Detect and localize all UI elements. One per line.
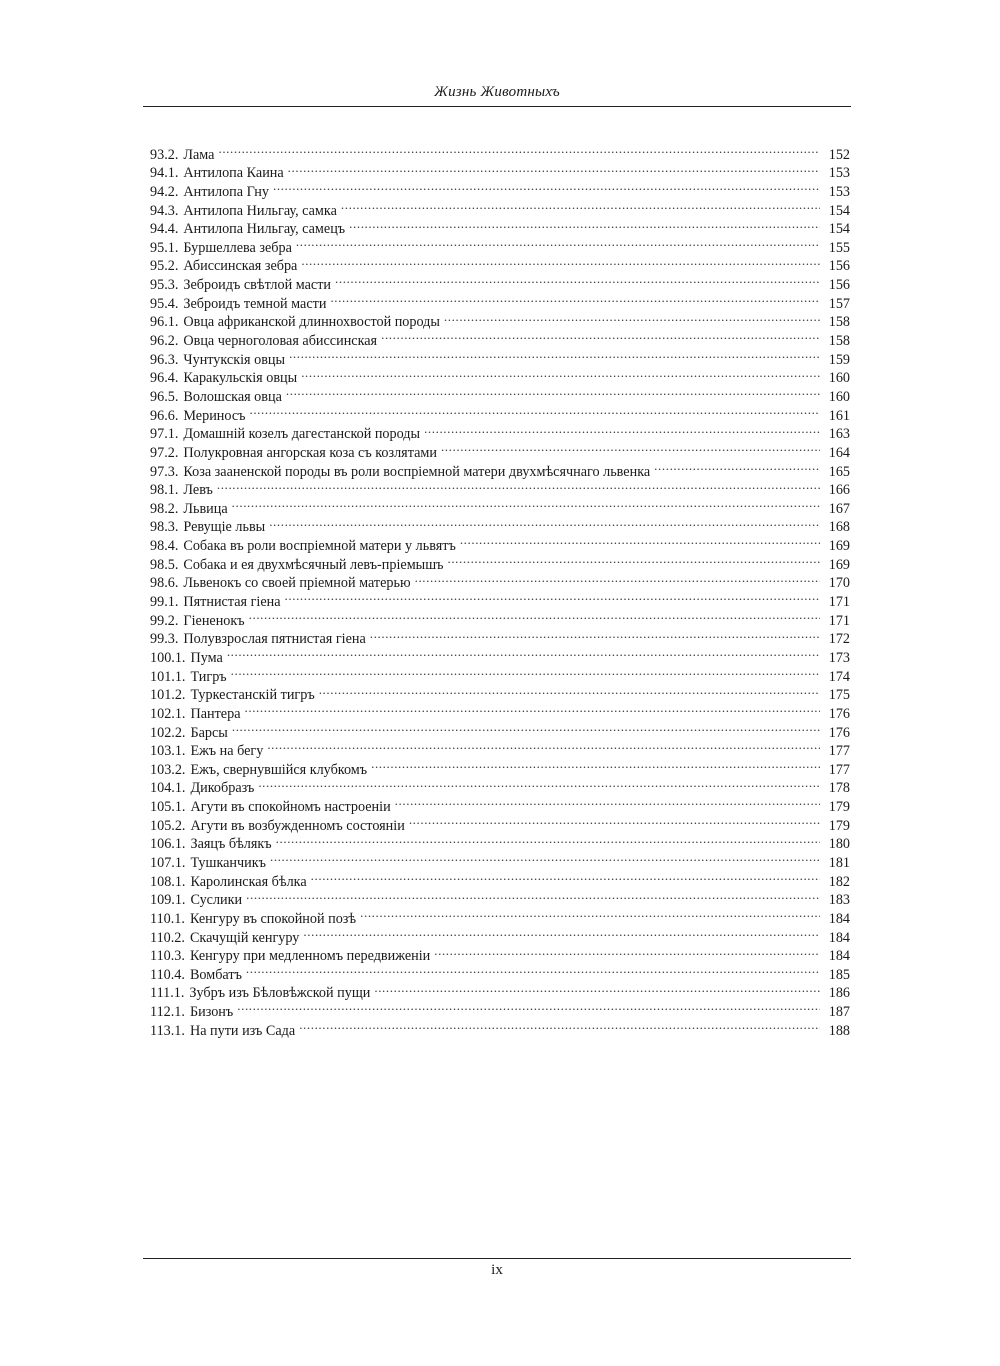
toc-entry-page: 167 (828, 500, 850, 517)
header-rule (143, 106, 851, 107)
toc-entry-title: Вомбатъ (189, 966, 242, 983)
toc-entry-number: 98.4. (150, 538, 179, 555)
toc-entry-title: Тигръ (190, 668, 227, 685)
dot-leader (301, 364, 820, 383)
toc-entry-number: 95.2. (150, 258, 179, 275)
toc-entry-page: 171 (828, 612, 850, 629)
dot-leader (249, 401, 820, 420)
toc-entry-number: 95.1. (150, 239, 179, 256)
toc-entry-number: 103.2. (150, 761, 186, 778)
dot-leader (434, 942, 820, 961)
dot-leader (276, 830, 820, 849)
toc-entry-page: 177 (828, 743, 850, 760)
toc-entry-number: 97.3. (150, 463, 179, 480)
toc-entry-page: 184 (828, 929, 850, 946)
toc-entry (150, 904, 850, 927)
toc-entry-page: 173 (828, 649, 850, 666)
dot-leader (270, 848, 820, 867)
toc-entry (150, 494, 850, 517)
toc-entry-page: 153 (828, 165, 850, 182)
dot-leader (232, 494, 820, 513)
toc-entry-number: 98.5. (150, 556, 179, 573)
dot-leader (246, 886, 820, 905)
toc-entry-page: 154 (828, 221, 850, 238)
toc-entry-number: 113.1. (150, 1022, 185, 1039)
page-number: ix (491, 1262, 503, 1278)
toc-entry-title: Пума (190, 649, 223, 666)
dot-leader (360, 904, 820, 923)
toc-entry-title: Коза зааненской породы въ роли воспріемной матери двухмѣсячнаго львенка (183, 463, 651, 480)
toc-entry-page: 187 (828, 1004, 850, 1021)
dot-leader (217, 476, 820, 495)
toc-entry-title: Волошская овца (183, 388, 282, 405)
dot-leader (227, 643, 820, 662)
dot-leader (232, 718, 820, 737)
toc-entry-title: Львенокъ со своей пріемной матерью (183, 575, 411, 592)
toc-entry-page: 156 (828, 258, 850, 275)
dot-leader (370, 625, 820, 644)
toc-entry-number: 93.2. (150, 146, 179, 163)
toc-entry (150, 140, 850, 163)
toc-entry-number: 98.6. (150, 575, 179, 592)
dot-leader (288, 159, 820, 178)
toc-entry-page: 157 (828, 295, 850, 312)
toc-entry-title: Каролинская бѣлка (190, 873, 307, 890)
dot-leader (237, 997, 820, 1016)
toc-entry-number: 110.1. (150, 910, 185, 927)
toc-entry-page: 158 (828, 333, 850, 350)
toc-entry-number: 105.1. (150, 799, 186, 816)
toc-entry-title: Буршеллева зебра (183, 239, 292, 256)
toc-entry-number: 98.1. (150, 482, 179, 499)
dot-leader (381, 326, 820, 345)
toc-entry-number: 96.2. (150, 333, 179, 350)
toc-entry-title: Собака и ея двухмѣсячный левъ-пріемышъ (183, 556, 444, 573)
toc-entry-title: Кенгуру при медленномъ передвиженіи (189, 948, 431, 965)
toc-entry-title: Собака въ роли воспріемной матери у львятъ (183, 538, 456, 555)
toc-entry-page: 181 (828, 854, 850, 871)
toc-entry-number: 95.4. (150, 295, 179, 312)
dot-leader (285, 587, 820, 606)
toc-entry-page: 152 (828, 146, 850, 163)
toc-entry-title: Заяцъ бѣлякъ (190, 836, 272, 853)
dot-leader (374, 979, 820, 998)
toc-entry-number: 106.1. (150, 836, 186, 853)
toc-entry-page: 185 (828, 966, 850, 983)
toc-entry-number: 96.3. (150, 351, 179, 368)
toc-entry-number: 112.1. (150, 1004, 185, 1021)
toc-entry-number: 94.3. (150, 202, 179, 219)
dot-leader (249, 606, 820, 625)
toc-entry (150, 662, 850, 685)
toc-entry-title: Скачущій кенгуру (189, 929, 300, 946)
dot-leader (395, 792, 820, 811)
dot-leader (231, 662, 820, 681)
toc-entry-title: Пятнистая гіена (183, 594, 281, 611)
toc-entry-page: 160 (828, 388, 850, 405)
dot-leader (424, 420, 820, 439)
toc-entry-page: 184 (828, 910, 850, 927)
dot-leader (286, 382, 820, 401)
toc-entry-title: Бизонъ (189, 1004, 234, 1021)
toc-entry-title: Полувзрослая пятнистая гіена (183, 631, 366, 648)
toc-entry-number: 105.2. (150, 817, 186, 834)
toc-entry-page: 163 (828, 426, 850, 443)
toc-entry-number: 94.1. (150, 165, 179, 182)
toc-entry-title: Зеброидъ свѣтлой масти (183, 277, 332, 294)
dot-leader (341, 196, 820, 215)
toc-entry-number: 104.1. (150, 780, 186, 797)
toc-entry-title: Львица (183, 500, 228, 517)
toc-entry-number: 97.1. (150, 426, 179, 443)
toc-entry-number: 98.3. (150, 519, 179, 536)
dot-leader (245, 699, 821, 718)
toc-entry-number: 109.1. (150, 892, 186, 909)
toc-entry-page: 178 (828, 780, 850, 797)
dot-leader (301, 252, 820, 271)
toc-entry-page: 179 (828, 817, 850, 834)
footer-rule (143, 1258, 851, 1259)
dot-leader (267, 737, 820, 756)
toc-entry-page: 176 (828, 724, 850, 741)
toc-entry-page: 160 (828, 370, 850, 387)
toc-entry-page: 184 (828, 948, 850, 965)
toc-entry-number: 102.2. (150, 724, 186, 741)
dot-leader (330, 289, 820, 308)
toc-entry-title: Антилопа Нильгау, самка (183, 202, 337, 219)
toc-entry-page: 177 (828, 761, 850, 778)
toc-entry-page: 188 (828, 1022, 850, 1039)
toc-entry-title: Лама (183, 146, 215, 163)
toc-entry-page: 159 (828, 351, 850, 368)
dot-leader (444, 308, 820, 327)
toc-entry-number: 96.5. (150, 388, 179, 405)
toc-entry-number: 101.1. (150, 668, 186, 685)
toc-entry-page: 156 (828, 277, 850, 294)
dot-leader (246, 960, 820, 979)
toc-entry-title: Барсы (190, 724, 228, 741)
toc-entry-number: 107.1. (150, 854, 186, 871)
toc-entry-page: 165 (828, 463, 850, 480)
toc-entry-number: 98.2. (150, 500, 179, 517)
toc-entry-title: Мериносъ (183, 407, 246, 424)
toc-entry-page: 182 (828, 873, 850, 890)
toc-entry-number: 101.2. (150, 687, 186, 704)
toc-entry-title: Туркестанскій тигръ (190, 687, 315, 704)
toc-entry-number: 110.3. (150, 948, 185, 965)
toc-entry-title: Домашній козелъ дагестанской породы (183, 426, 421, 443)
toc-entry-page: 171 (828, 594, 850, 611)
toc-entry-title: Агути въ возбужденномъ состояніи (190, 817, 405, 834)
toc-entry (150, 681, 850, 704)
dot-leader (371, 755, 820, 774)
toc-entry-number: 94.2. (150, 183, 179, 200)
toc-entry-number: 110.4. (150, 966, 185, 983)
toc-entry-number: 96.6. (150, 407, 179, 424)
dot-leader (415, 569, 820, 588)
toc-entry-page: 168 (828, 519, 850, 536)
toc-entry (150, 643, 850, 666)
toc-entry (150, 401, 850, 424)
toc-entry-page: 166 (828, 482, 850, 499)
toc-entry-page: 179 (828, 799, 850, 816)
toc-entry-title: Ревущіе львы (183, 519, 266, 536)
toc-entry (150, 960, 850, 983)
toc-entry-page: 164 (828, 444, 850, 461)
toc-entry-title: Гіененокъ (183, 612, 245, 629)
toc-entry-title: Левъ (183, 482, 213, 499)
toc-entry-number: 96.4. (150, 370, 179, 387)
toc-entry (150, 606, 850, 629)
toc-entry-page: 170 (828, 575, 850, 592)
toc-entry-number: 110.2. (150, 929, 185, 946)
toc-entry-title: Овца африканской длиннохвостой породы (183, 314, 440, 331)
toc-entry-page: 161 (828, 407, 850, 424)
toc-entry (150, 513, 850, 536)
dot-leader (319, 681, 820, 700)
toc-entry-number: 103.1. (150, 743, 186, 760)
toc-entry-title: Овца черноголовая абиссинская (183, 333, 378, 350)
toc-entry-title: Тушканчикъ (190, 854, 266, 871)
toc-entry-page: 174 (828, 668, 850, 685)
toc-entry-page: 176 (828, 705, 850, 722)
dot-leader (299, 1016, 820, 1035)
toc-entry-title: Пантера (190, 705, 241, 722)
toc-entry-number: 99.3. (150, 631, 179, 648)
toc-entry-number: 96.1. (150, 314, 179, 331)
dot-leader (296, 233, 820, 252)
toc-entry (150, 718, 850, 741)
dot-leader (273, 177, 820, 196)
toc-entry (150, 420, 850, 443)
dot-leader (460, 531, 820, 550)
toc-entry (150, 1016, 850, 1039)
toc-entry-number: 108.1. (150, 873, 186, 890)
toc-entry-title: Антилопа Нильгау, самецъ (183, 221, 346, 238)
toc-entry-page: 175 (828, 687, 850, 704)
dot-leader (654, 457, 820, 476)
toc-entry-title: Агути въ спокойномъ настроеніи (190, 799, 391, 816)
toc-entry-number: 95.3. (150, 277, 179, 294)
toc-entry-number: 94.4. (150, 221, 179, 238)
dot-leader (409, 811, 820, 830)
toc-entry-page: 172 (828, 631, 850, 648)
toc-entry-title: Суслики (190, 892, 243, 909)
toc-entry (150, 997, 850, 1021)
toc-entry (150, 699, 850, 722)
dot-leader (218, 140, 820, 159)
dot-leader (311, 867, 820, 886)
toc-entry-page: 183 (828, 892, 850, 909)
toc-entry-page: 153 (828, 183, 850, 200)
toc-entry-title: Чунтукскія овцы (183, 351, 286, 368)
toc-entry-page: 155 (828, 239, 850, 256)
toc-entry-number: 100.1. (150, 649, 186, 666)
running-header: Жизнь Животныхъ (434, 84, 560, 100)
dot-leader (258, 774, 820, 793)
toc-entry-number: 111.1. (150, 985, 185, 1002)
toc-entry-page: 186 (828, 985, 850, 1002)
toc-entry-title: Антилопа Каина (183, 165, 284, 182)
toc-entry (150, 476, 850, 499)
toc-entry (150, 737, 850, 760)
dot-leader (335, 270, 820, 289)
dot-leader (289, 345, 820, 364)
toc-entry-title: Антилопа Гну (183, 183, 269, 200)
toc-entry-page: 158 (828, 314, 850, 331)
toc-entry (150, 886, 850, 909)
toc-entry-title: Зубръ изъ Бѣловѣжской пущи (189, 985, 371, 1002)
dot-leader (269, 513, 820, 532)
toc-entry-page: 169 (828, 556, 850, 573)
toc-entry-title: Ежъ, свернувшійся клубкомъ (190, 761, 368, 778)
toc-entry-number: 99.1. (150, 594, 179, 611)
toc-entry-title: Зеброидъ темной масти (183, 295, 327, 312)
toc-entry-page: 169 (828, 538, 850, 555)
toc-entry-page: 154 (828, 202, 850, 219)
toc-entry-number: 97.2. (150, 444, 179, 461)
toc-entry-page: 180 (828, 836, 850, 853)
toc-entry (150, 625, 850, 648)
dot-leader (447, 550, 820, 569)
toc-entry (150, 979, 850, 1002)
toc-entry-title: Дикобразъ (190, 780, 255, 797)
toc-entry-title: Полукровная ангорская коза съ козлятами (183, 444, 437, 461)
dot-leader (303, 923, 820, 942)
toc-entry-title: На пути изъ Сада (189, 1022, 296, 1039)
dot-leader (349, 215, 820, 234)
toc-entry-number: 102.1. (150, 705, 186, 722)
toc-entry (150, 159, 850, 182)
table-of-contents (150, 140, 850, 1039)
toc-entry-number: 99.2. (150, 612, 179, 629)
toc-entry-title: Каракульскія овцы (183, 370, 298, 387)
toc-entry-title: Абиссинская зебра (183, 258, 298, 275)
toc-entry-title: Ежъ на бегу (190, 743, 264, 760)
dot-leader (441, 438, 820, 457)
toc-entry-title: Кенгуру въ спокойной позѣ (189, 910, 357, 927)
